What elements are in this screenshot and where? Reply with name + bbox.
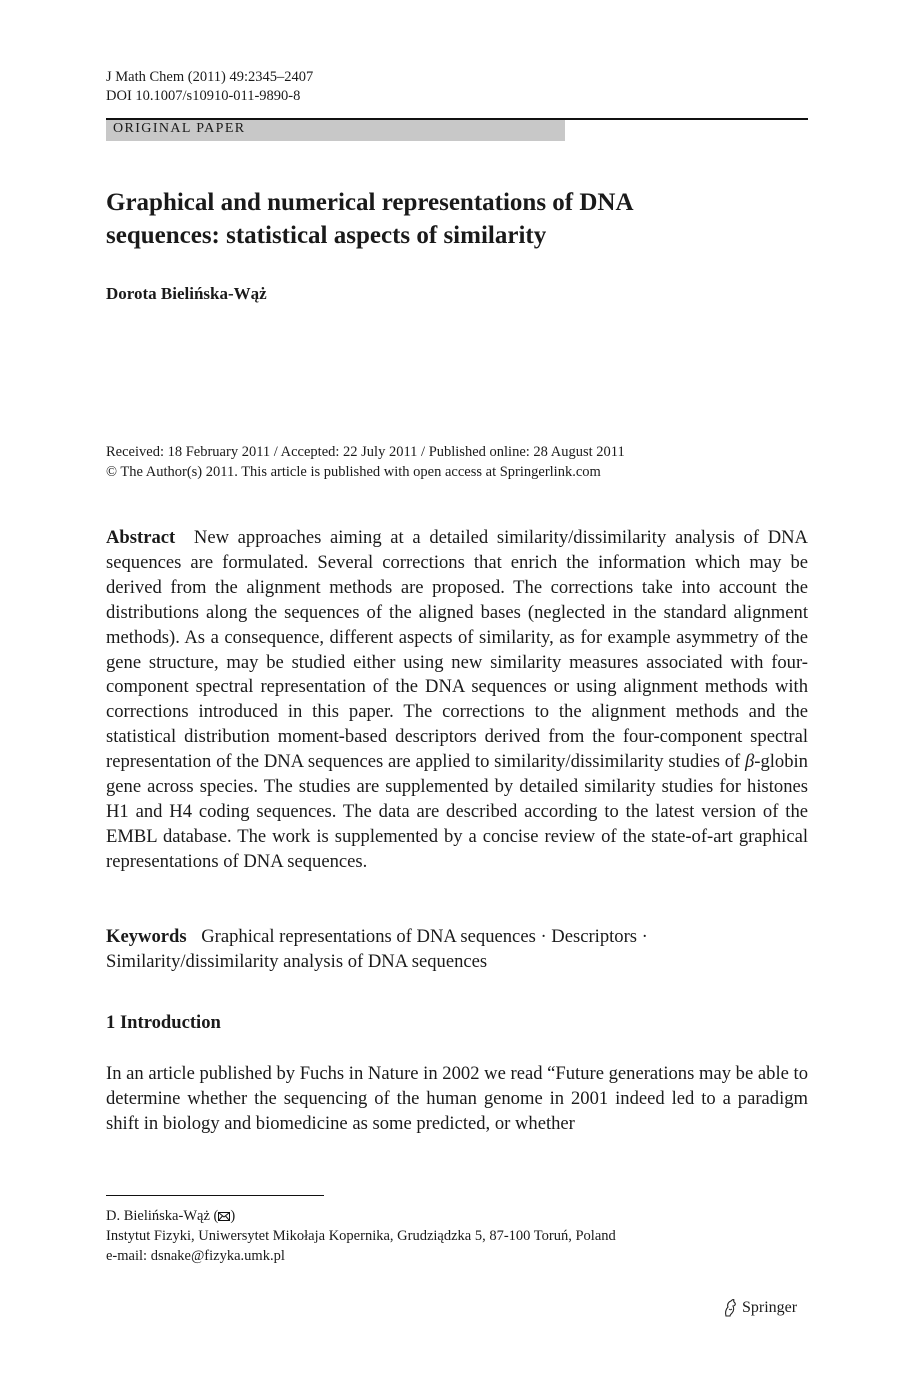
abstract: [106, 526, 808, 875]
envelope-icon: [218, 1212, 230, 1221]
doi: DOI 10.1007/s10910-011-9890-8: [106, 88, 301, 104]
publisher-name: Springer: [742, 1299, 798, 1316]
journal-citation: J Math Chem (2011) 49:2345–2407: [106, 69, 314, 85]
publisher-logo: [722, 1298, 797, 1318]
article-title: Graphical and numerical representations of DNA sequences: statistical aspects of similarity: [106, 189, 633, 249]
article-author: Dorota Bielińska-Wąż: [106, 284, 267, 303]
footnote-author: D. Bielińska-Wąż: [106, 1208, 210, 1224]
footnote-email: e-mail: dsnake@fizyka.umk.pl: [106, 1248, 285, 1264]
footnote-rule: [106, 1195, 324, 1196]
section-band: [106, 120, 565, 141]
keywords-line-1: Graphical representations of DNA sequences · Descriptors ·: [201, 926, 648, 947]
keywords-line-2: Similarity/dissimilarity analysis of DNA sequences: [106, 950, 488, 972]
author-footnote: D. Bielińska-Wąż ( ) Instytut Fizyki, Uniwersytet Mikołaja Kopernika, Grudziądzka 5, 87-100 Toruń, Poland e-mail: dsnake@fizyka.umk.pl: [106, 1206, 808, 1266]
publication-dates: Received: 18 February 2011 / Accepted: 22 July 2011 / Published online: 28 August 2011: [106, 444, 625, 460]
journal-info: [106, 68, 313, 106]
keywords-label: Keywords: [106, 926, 187, 947]
beta-symbol: β: [745, 751, 755, 773]
section-label: ORIGINAL PAPER: [113, 121, 246, 136]
section-heading-introduction: 1 Introduction: [106, 1012, 221, 1033]
copyright-line: © The Author(s) 2011. This article is published with open access at Springerlink.com: [106, 464, 601, 480]
abstract-label: Abstract: [106, 527, 176, 548]
springer-horse-icon: [722, 1298, 738, 1318]
introduction-text: In an article published by Fuchs in Nature in 2002 we read “Future generations may be able to determine whether the sequencing of the human genome in 2001 indeed led to a paradigm shift in biology and biomedicine as some predicted, or whether: [106, 1063, 808, 1134]
abstract-text-2: -globin gene across species. The studies are supplemented by detailed similarity studies for histones H1 and H4 coding sequences. The data are described according to the latest version of the EMBL database. The work is supplemented by a concise review of the state-of-art graphical representations of DNA sequences.: [106, 751, 808, 872]
keywords: [106, 925, 808, 975]
abstract-text-1: New approaches aiming at a detailed similarity/dissimilarity analysis of DNA sequences are formulated. Several corrections that enrich the information which may be derived from the alignment methods are proposed. The corrections take into account the distributions along the sequences of the aligned bases (neglected in the standard alignment methods). As a consequence, different aspects of similarity, as for example asymmetry of the gene structure, may be studied either using new similarity measures associated with four-component spectral representation of the DNA sequences or using alignment methods with corrections introduced in this paper. The corrections to the alignment methods and the statistical distribution moment-based descriptors derived from the four-component spectral representation of the DNA sequences are applied to similarity/dissimilarity studies of: [106, 527, 808, 773]
footnote-affiliation: Instytut Fizyki, Uniwersytet Mikołaja Kopernika, Grudziądzka 5, 87-100 Toruń, Poland: [106, 1228, 616, 1244]
article-history: [106, 442, 808, 482]
